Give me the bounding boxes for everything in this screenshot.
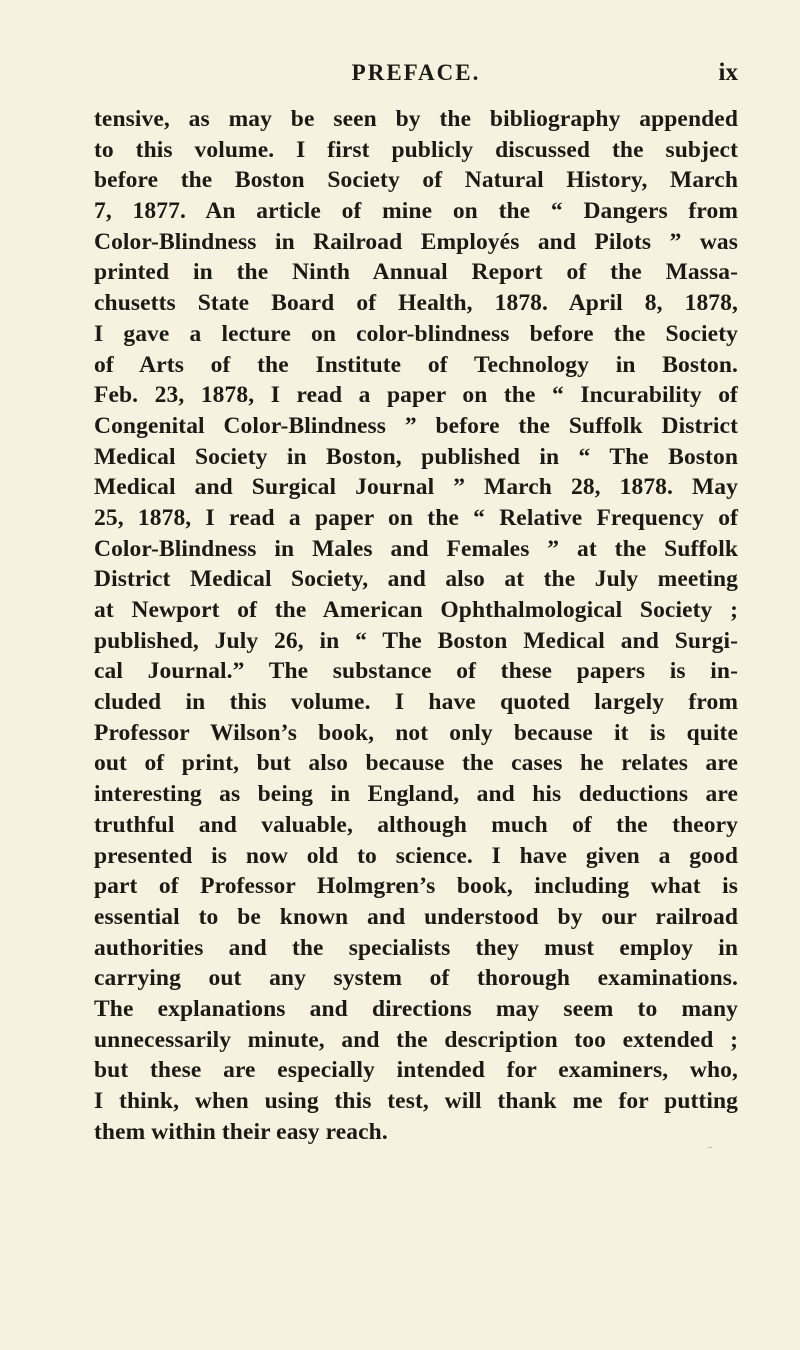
text-line: at Newport of the American Ophthalmological Society ; — [94, 597, 738, 623]
text-line: District Medical Society, and also at the July meeting — [94, 566, 738, 593]
text-line: before the Boston Society of Natural History, March — [94, 167, 738, 194]
text-line: presented is now old to science. I have given a good — [94, 842, 738, 869]
text-line: I think, when using this test, will thank me for putting — [94, 1088, 738, 1114]
text-line: cluded in this volume. I have quoted largely from — [94, 689, 738, 716]
text-line: essential to be known and understood by our railroad — [94, 903, 738, 930]
text-line: Medical Society in Boston, published in “ The Boston — [94, 443, 738, 470]
text-line: Color-Blindness in Males and Females ” at the Suffolk — [94, 535, 738, 562]
text-line: 25, 1878, I read a paper on the “ Relative Frequency of — [94, 504, 738, 531]
text-line: Congenital Color-Blindness ” before the Suffolk District — [94, 412, 738, 439]
text-line: part of Professor Holmgren’s book, including what is — [94, 873, 738, 900]
ink-speck: – — [708, 1142, 712, 1151]
text-line-last: them within their easy reach. — [94, 1118, 388, 1145]
text-line: authorities and the specialists they must employ in — [94, 934, 738, 961]
text-line: unnecessarily minute, and the description too extended ; — [94, 1026, 738, 1053]
text-line: out of print, but also because the cases he relates are — [94, 750, 738, 777]
text-line: published, July 26, in “ The Boston Medical and Surgi- — [94, 627, 738, 654]
text-line: tensive, as may be seen by the bibliography appended — [94, 106, 738, 132]
running-title: PREFACE. — [351, 60, 481, 85]
text-line: The explanations and directions may seem to many — [94, 995, 738, 1022]
text-line: truthful and valuable, although much of the theory — [94, 811, 738, 838]
text-line: of Arts of the Institute of Technology in Boston. — [94, 351, 738, 378]
text-line: chusetts State Board of Health, 1878. April 8, 1878, — [94, 290, 738, 317]
text-line: Feb. 23, 1878, I read a paper on the “ Incurability of — [94, 382, 738, 409]
text-line: Medical and Surgical Journal ” March 28, 1878. May — [94, 474, 738, 501]
text-line: printed in the Ninth Annual Report of the Massa- — [94, 259, 738, 286]
text-line: I gave a lecture on color-blindness before the Society — [94, 320, 738, 347]
text-line: cal Journal.” The substance of these papers is in- — [94, 658, 738, 685]
text-line: 7, 1877. An article of mine on the “ Dangers from — [94, 198, 738, 225]
text-line: to this volume. I first publicly discussed the subject — [94, 136, 738, 163]
page-number: ix — [718, 59, 738, 86]
body-text — [94, 104, 738, 1151]
text-line: Professor Wilson’s book, not only because it is quite — [94, 719, 738, 746]
text-line: Color-Blindness in Railroad Employés and Pilots ” was — [94, 228, 738, 255]
text-line: carrying out any system of thorough examinations. — [94, 965, 738, 992]
text-line: interesting as being in England, and his deductions are — [94, 781, 738, 808]
running-head — [94, 58, 738, 88]
text-line: but these are especially intended for examiners, who, — [94, 1057, 738, 1084]
